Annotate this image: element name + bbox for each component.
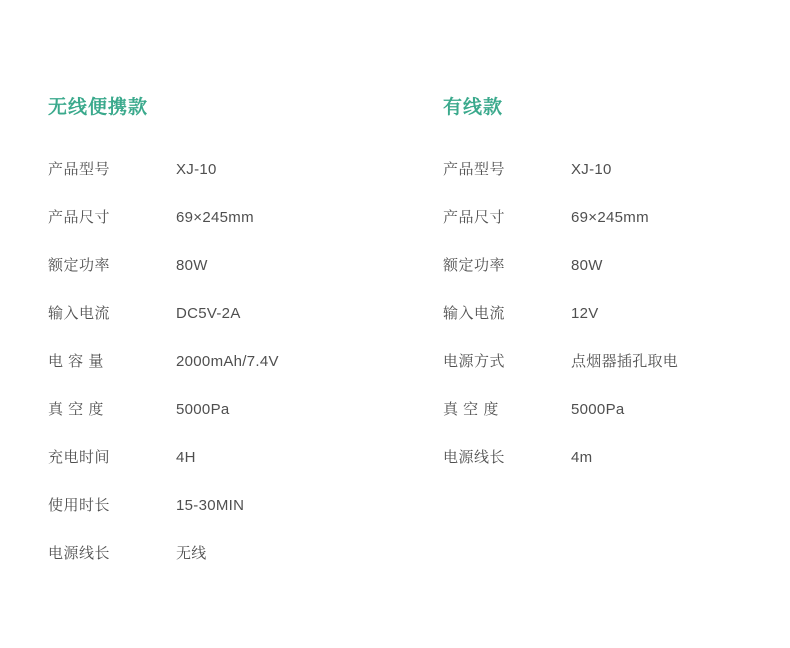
spec-row xyxy=(48,542,395,566)
spec-label: 额定功率 xyxy=(48,257,111,274)
spec-label: 输入电流 xyxy=(443,305,506,322)
spec-row xyxy=(443,350,790,374)
spec-value: 无线 xyxy=(176,545,207,562)
spec-row xyxy=(48,446,395,470)
spec-row xyxy=(443,254,790,278)
spec-row xyxy=(443,158,790,182)
spec-label: 真 空 度 xyxy=(443,401,499,418)
spec-row xyxy=(48,254,395,278)
column-title-wireless: 无线便携款 xyxy=(48,97,149,118)
spec-column-wireless xyxy=(0,96,395,590)
spec-value: 4m xyxy=(571,449,593,466)
spec-value: 69×245mm xyxy=(176,209,254,226)
spec-value: DC5V-2A xyxy=(176,305,241,322)
column-title-wired: 有线款 xyxy=(443,97,504,118)
spec-value: 4H xyxy=(176,449,196,466)
spec-label: 输入电流 xyxy=(48,305,111,322)
spec-value: 80W xyxy=(176,257,208,274)
spec-row xyxy=(48,302,395,326)
spec-label: 电 容 量 xyxy=(48,353,104,370)
spec-row xyxy=(48,398,395,422)
spec-row xyxy=(48,158,395,182)
spec-label: 产品尺寸 xyxy=(48,209,111,226)
spec-label: 额定功率 xyxy=(443,257,506,274)
spec-label: 产品尺寸 xyxy=(443,209,506,226)
spec-value: 点烟器插孔取电 xyxy=(571,353,679,370)
spec-label: 充电时间 xyxy=(48,449,111,466)
spec-label: 产品型号 xyxy=(443,161,506,178)
spec-row xyxy=(48,350,395,374)
spec-label: 使用时长 xyxy=(48,497,111,514)
spec-row xyxy=(443,302,790,326)
spec-label: 真 空 度 xyxy=(48,401,104,418)
spec-value: 5000Pa xyxy=(571,401,625,418)
spec-row xyxy=(443,398,790,422)
spec-row xyxy=(48,206,395,230)
spec-value: 5000Pa xyxy=(176,401,230,418)
spec-value: 80W xyxy=(571,257,603,274)
spec-value: 2000mAh/7.4V xyxy=(176,353,279,370)
spec-label: 电源方式 xyxy=(443,353,506,370)
spec-value: 12V xyxy=(571,305,599,322)
spec-value: XJ-10 xyxy=(571,161,612,178)
spec-column-wired xyxy=(395,96,790,590)
spec-row xyxy=(443,206,790,230)
spec-label: 电源线长 xyxy=(48,545,111,562)
spec-label: 产品型号 xyxy=(48,161,111,178)
spec-value: 69×245mm xyxy=(571,209,649,226)
spec-row xyxy=(48,494,395,518)
spec-value: XJ-10 xyxy=(176,161,217,178)
spec-row xyxy=(443,446,790,470)
spec-value: 15-30MIN xyxy=(176,497,245,514)
spec-columns xyxy=(0,96,790,590)
spec-label: 电源线长 xyxy=(443,449,506,466)
